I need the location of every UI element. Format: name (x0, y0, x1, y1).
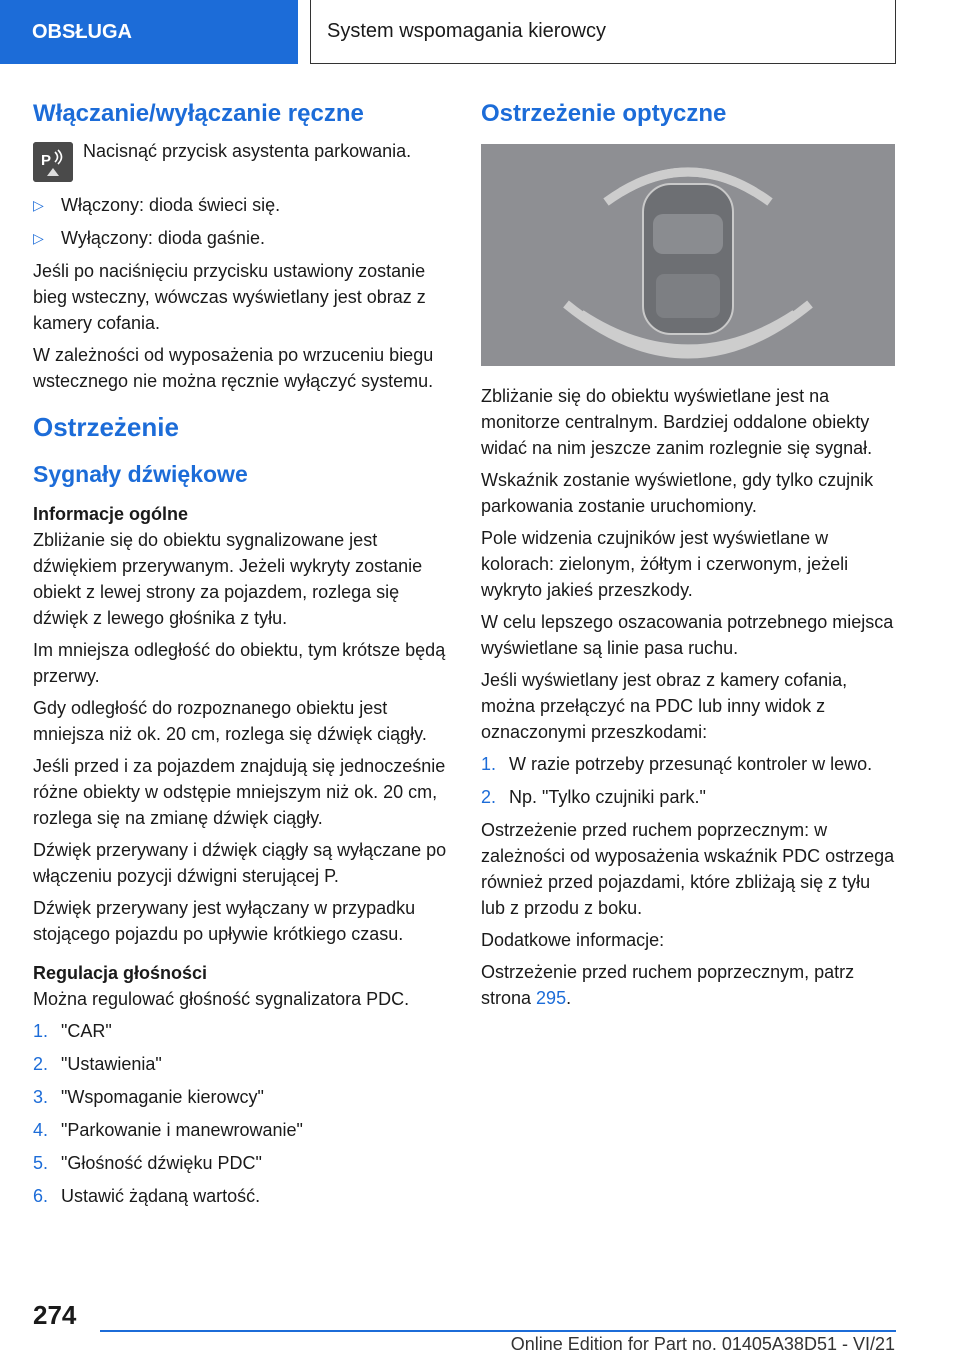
heading-volume: Regulacja głośności (33, 963, 208, 983)
paragraph: Zbliżanie się do obiektu wyświetlane jest na monitorze centralnym. Bardziej oddalone obiekty widać na nim jeszcze zanim rozlegnie się sygnał. (481, 386, 873, 458)
paragraph: Ostrzeżenie przed ruchem poprzecznym: w zależności od wyposażenia wskaźnik PDC ostrzega również przed pojazdami, które zbliżają się z tyłu lub z przodu z boku. (481, 820, 895, 918)
paragraph: Jeśli przed i za pojazdem znajdują się jednocześnie różne obiekty w odstępie mniejszym niż ok. 20 cm, rozlega się na zmianę dźwięk ciągły. (33, 756, 446, 828)
page-reference-link[interactable]: 295 (536, 988, 567, 1008)
paragraph: Ostrzeżenie przed ruchem poprzecznym, patrz strona 295. (481, 962, 855, 1008)
paragraph: Dodatkowe informacje: (481, 930, 665, 950)
paragraph: Jeśli wyświetlany jest obraz z kamery cofania, można przełączyć na PDC lub inny widok z oznaczonymi przeszkodami: (481, 670, 848, 742)
list-item: 4. "Parkowanie i manewrowanie" (33, 1120, 303, 1140)
left-column (33, 100, 451, 1216)
list-item: 1. W razie potrzeby przesunąć kontroler w lewo. (481, 754, 873, 774)
heading-optical: Ostrzeżenie optyczne (481, 100, 727, 127)
paragraph: W zależności od wyposażenia po wrzuceniu biegu wstecznego nie można ręcznie wyłączyć systemu. (33, 345, 434, 391)
paragraph: Zbliżanie się do obiektu sygnalizowane jest dźwiękiem przerywanym. Jeżeli wykryty zostanie obiekt z lewej strony za pojazdem, rozlega się dźwięk z lewego głośnika z tyłu. (33, 530, 423, 628)
footer-divider (100, 1330, 896, 1332)
list-item: 3. "Wspomaganie kierowcy" (33, 1087, 264, 1107)
section-tab: OBSŁUGA (0, 0, 298, 64)
list-item: 5. "Głośność dźwięku PDC" (33, 1153, 262, 1173)
switch-view-steps (481, 751, 899, 810)
list-item: 1. "CAR" (33, 1021, 112, 1041)
paragraph: Dźwięk przerywany i dźwięk ciągły są wyłączane po włączeniu pozycji dźwigni sterującej P. (33, 840, 447, 886)
heading-warning: Ostrzeżenie (33, 412, 179, 442)
heading-manual: Włączanie/wyłączanie ręczne (33, 100, 364, 127)
paragraph: Gdy odległość do rozpoznanego obiektu jest mniejsza niż ok. 20 cm, rozlega się dźwięk ciągły. (33, 698, 427, 744)
list-item: 6. Ustawić żądaną wartość. (33, 1186, 261, 1206)
edition-footer: Online Edition for Part no. 01405A38D51 - VI/21 (510, 1334, 895, 1354)
pdc-display-illustration (481, 144, 895, 366)
list-item: 2. Np. "Tylko czujniki park." (481, 787, 706, 807)
svg-text:P: P (41, 152, 52, 169)
volume-steps (33, 1018, 451, 1209)
list-item: ▷ Wyłączony: dioda gaśnie. (33, 225, 451, 251)
paragraph: Wskaźnik zostanie wyświetlone, gdy tylko czujnik parkowania zostanie uruchomiony. (481, 470, 874, 516)
paragraph: Pole widzenia czujników jest wyświetlane w kolorach: zielonym, żółtym i czerwonym, jeżeli wykryto jakieś przeszkody. (481, 528, 849, 600)
led-state-list (33, 192, 451, 251)
paragraph: Im mniejsza odległość do obiektu, tym krótsze będą przerwy. (33, 640, 446, 686)
heading-general: Informacje ogólne (33, 504, 189, 524)
paragraph: Dźwięk przerywany jest wyłączany w przypadku stojącego pojazdu po upływie krótkiego czasu. (33, 898, 416, 944)
list-item: ▷ Włączony: dioda świeci się. (33, 192, 451, 218)
parking-assistant-icon (33, 142, 73, 182)
heading-signals: Sygnały dźwiękowe (33, 461, 248, 487)
paragraph: W celu lepszego oszacowania potrzebnego miejsca wyświetlane są linie pasa ruchu. (481, 612, 894, 658)
right-column (481, 100, 899, 1017)
chapter-title: System wspomagania kierowcy (310, 0, 896, 64)
paragraph: Można regulować głośność sygnalizatora PDC. (33, 989, 410, 1009)
page-number: 274 (33, 1300, 77, 1330)
list-item: 2. "Ustawienia" (33, 1054, 162, 1074)
button-instruction (33, 138, 451, 182)
press-button-text: Nacisnąć przycisk asystenta parkowania. (83, 141, 412, 161)
paragraph: Jeśli po naciśnięciu przycisku ustawiony zostanie bieg wsteczny, wówczas wyświetlany jest obraz z kamery cofania. (33, 261, 426, 333)
